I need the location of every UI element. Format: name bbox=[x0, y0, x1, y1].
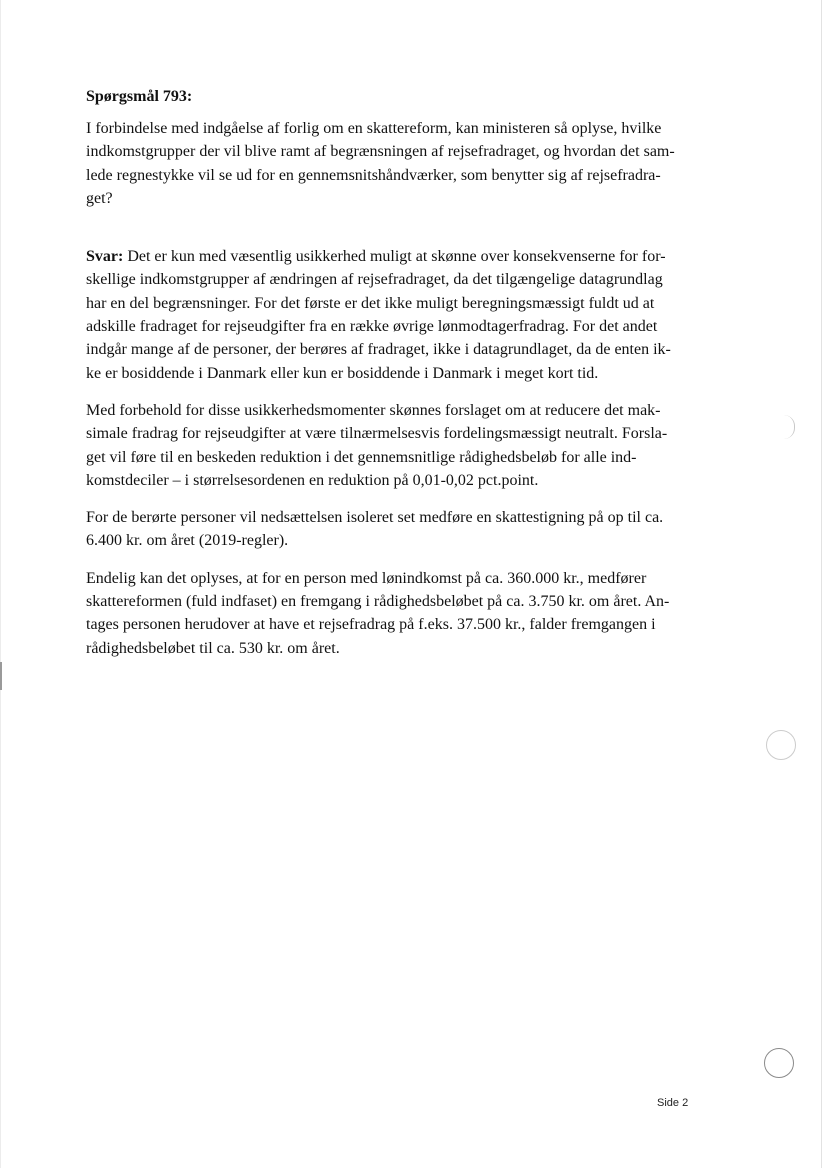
answer-line: komstdeciler – i størrelsesordenen en reduktion på 0,01-0,02 pct.point. bbox=[86, 471, 539, 489]
answer-line: get vil føre til en beskeden reduktion i det gennemsnitlige rådighedsbeløb for alle ind- bbox=[86, 448, 637, 466]
answer-line bbox=[86, 245, 696, 268]
answer-line: ke er bosiddende i Danmark eller kun er bosiddende i Danmark i meget kort tid. bbox=[86, 364, 599, 382]
answer-line: For de berørte personer vil nedsættelsen isoleret set medføre en skattestigning på op til ca. bbox=[86, 509, 664, 527]
answer-line: indgår mange af de personer, der berøres af fradraget, ikke i datagrundlaget, da de enten ik- bbox=[86, 341, 671, 359]
punch-hole-upper bbox=[766, 730, 796, 760]
question-line: I forbindelse med indgåelse af forlig om en skattereform, kan ministeren så oplyse, hvilke bbox=[86, 120, 662, 137]
answer-line: rådighedsbeløbet til ca. 530 kr. om året. bbox=[86, 639, 340, 657]
answer-line: Med forbehold for disse usikkerhedsmomenter skønnes forslaget om at reducere det mak- bbox=[86, 401, 661, 419]
answer-line-text: Det er kun med væsentlig usikkerhed muligt at skønne over konsekvenserne for for- bbox=[123, 248, 666, 266]
answer-line: adskille fradraget for rejseudgifter fra en række øvrige lønmodtagerfradrag. For det andet bbox=[86, 318, 658, 336]
question-line: get? bbox=[86, 189, 113, 207]
answer-paragraph-1 bbox=[86, 245, 696, 385]
answer-line: skellige indkomstgrupper af ændringen af rejsefradraget, da det tilgængelige datagrundlag bbox=[86, 271, 663, 289]
punch-hole-lower bbox=[764, 1048, 794, 1078]
page-number: Side 2 bbox=[657, 1097, 689, 1109]
answer-line: Endelig kan det oplyses, at for en person med lønindkomst på ca. 360.000 kr., medfører bbox=[86, 569, 647, 587]
answer-label: Svar: bbox=[86, 248, 124, 266]
answer-line: har en del begrænsninger. For det første er det ikke muligt beregningsmæssigt fuldt ud at bbox=[86, 294, 655, 312]
question-line: indkomstgrupper der vil blive ramt af begrænsningen af rejsefradraget, og hvordan det sam- bbox=[86, 143, 675, 161]
answer-line: simale fradrag for rejseudgifter at være tilnærmelsesvis fordelingsmæssigt neutralt. Forsla- bbox=[86, 425, 668, 443]
scan-edge-mark bbox=[0, 662, 2, 690]
scan-right-edge bbox=[821, 0, 822, 1168]
question-text bbox=[86, 117, 696, 210]
answer-line: skattereformen (fuld indfaset) en fremgang i rådighedsbeløbet på ca. 3.750 kr. om året. An- bbox=[86, 593, 670, 611]
scan-arc-mark bbox=[784, 415, 795, 439]
scan-left-edge bbox=[0, 0, 1, 1168]
answer-line: tages personen herudover at have et rejsefradrag på f.eks. 37.500 kr., falder fremgangen i bbox=[86, 616, 656, 634]
answer-paragraph-2 bbox=[86, 399, 696, 492]
answer-paragraph-3 bbox=[86, 506, 696, 553]
question-heading: Spørgsmål 793: bbox=[86, 88, 193, 105]
question-line: lede regnestykke vil se ud for en gennemsnitshåndværker, som benytter sig af rejsefradra- bbox=[86, 166, 661, 184]
answer-paragraph-4 bbox=[86, 567, 696, 660]
answer-line: 6.400 kr. om året (2019-regler). bbox=[86, 532, 289, 550]
document-body bbox=[86, 86, 696, 660]
